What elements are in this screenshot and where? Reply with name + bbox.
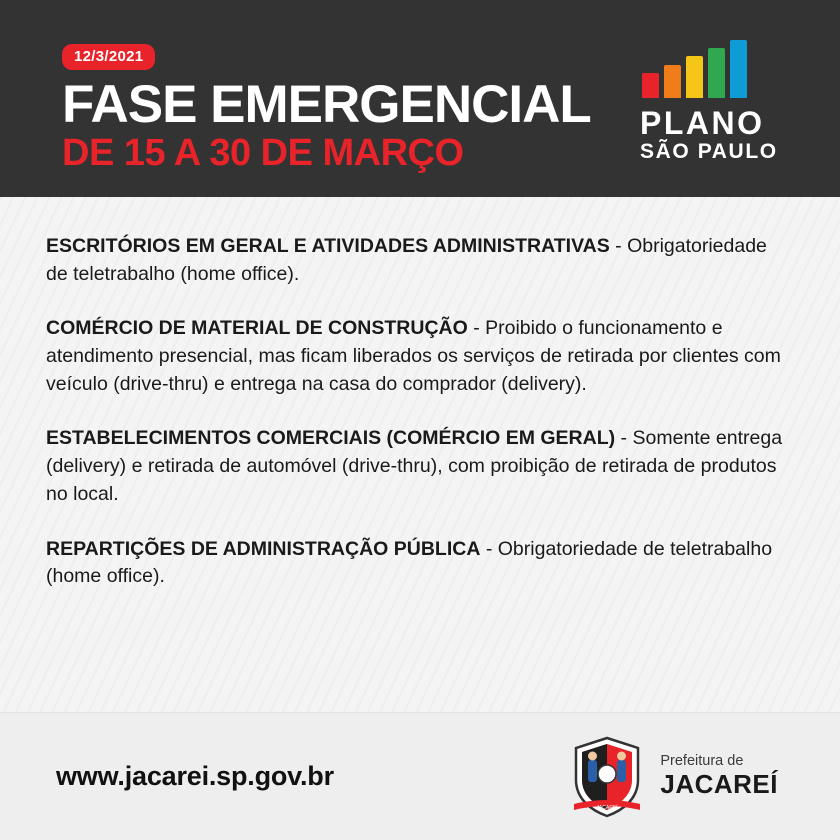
logo-line-2: SÃO PAULO <box>640 140 778 163</box>
rule-heading: COMÉRCIO DE MATERIAL DE CONSTRUÇÃO <box>46 317 468 340</box>
rule-heading: ESCRITÓRIOS EM GERAL E ATIVIDADES ADMINISTRATIVAS <box>46 235 610 257</box>
rule-text: - Obrigatoriedade de teletrabalho (home office). <box>46 235 767 285</box>
rule-text: - Proibido o funcionamento e atendimento presencial, mas ficam liberados os serviços de retirada por clientes com veículo (drive-thru) e entrega na casa do comprador (delivery). <box>46 317 781 395</box>
plano-sao-paulo-logo <box>640 38 800 164</box>
header-title-block <box>62 38 591 174</box>
svg-text:JACAREÍ: JACAREÍ <box>596 804 618 811</box>
date-badge: 12/3/2021 <box>62 44 155 70</box>
rule-heading: ESTABELECIMENTOS COMERCIAIS (COMÉRCIO EM GERAL) <box>46 427 616 450</box>
website-link[interactable]: www.jacarei.sp.gov.br <box>56 761 334 791</box>
list-item <box>46 425 788 508</box>
prefeitura-text <box>660 754 778 799</box>
poster-footer <box>0 712 840 840</box>
page-subtitle: DE 15 A 30 DE MARÇO <box>62 132 464 175</box>
prefeitura-line-2: JACAREÍ <box>660 769 778 800</box>
rule-text: - Obrigatoriedade de teletrabalho (home office). <box>46 537 773 588</box>
prefeitura-logo <box>568 734 778 820</box>
rules-list <box>0 197 840 712</box>
prefeitura-line-1: Prefeitura de <box>660 753 744 770</box>
jacarei-coat-of-arms-icon <box>568 734 646 820</box>
poster-header <box>0 0 840 197</box>
page-title: FASE EMERGENCIAL <box>62 75 591 134</box>
list-item <box>46 233 788 288</box>
logo-line-1: PLANO <box>640 105 765 141</box>
rule-heading: REPARTIÇÕES DE ADMINISTRAÇÃO PÚBLICA <box>46 537 481 560</box>
rule-text: - Somente entrega (delivery) e retirada de automóvel (drive-thru), com proibição de retirada de produtos no local. <box>46 427 783 505</box>
bar-chart-icon <box>642 44 747 98</box>
list-item <box>46 536 788 591</box>
list-item <box>46 315 788 398</box>
